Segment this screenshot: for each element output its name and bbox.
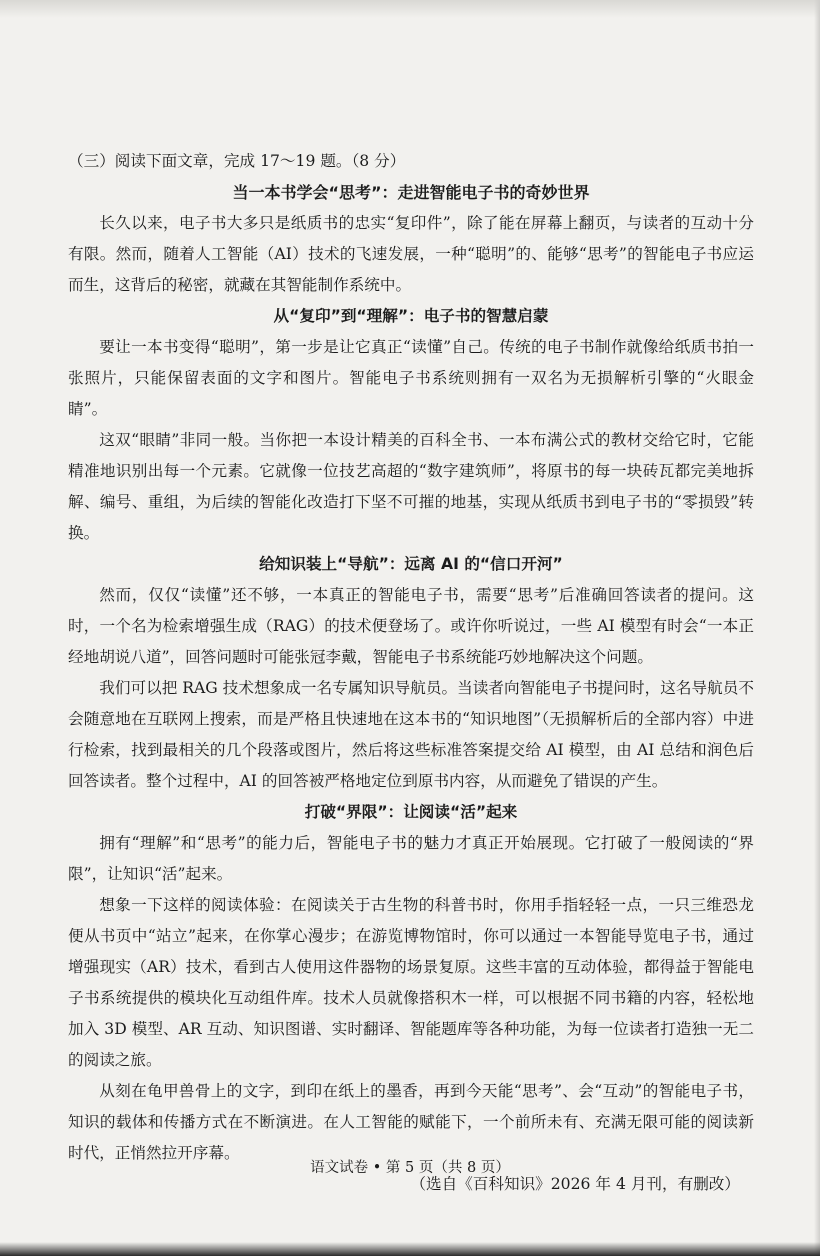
paragraph: 长久以来，电子书大多只是纸质书的忠实“复印件”，除了能在屏幕上翻页，与读者的互动十分有限。然而，随着人工智能（AI）技术的飞速发展，一种“聪明”的、能够“思考”的智能电子书应运而生，这背后的秘密，就藏在其智能制作系统中。	[68, 214, 754, 294]
paragraph: 拥有“理解”和“思考”的能力后，智能电子书的魅力才真正开始展现。它打破了一般阅读的“界限”，让知识“活”起来。	[68, 834, 754, 883]
article-body	[68, 146, 754, 1200]
question-intro: （三）阅读下面文章，完成 17～19 题。（8 分）	[68, 152, 406, 170]
scan-bottom-edge	[0, 1242, 820, 1256]
paragraph: 想象一下这样的阅读体验：在阅读关于古生物的科普书时，你用手指轻轻一点，一只三维恐龙便从书页中“站立”起来，在你掌心漫步；在游览博物馆时，你可以通过一本智能导览电子书，通过增强现实（AR）技术，看到古人使用这件器物的场景复原。这些丰富的互动体验，都得益于智能电子书系统提供的模块化互动组件库。技术人员就像搭积木一样，可以根据不同书籍的内容，轻松地加入 3D 模型、AR 互动、知识图谱、实时翻译、智能题库等各种功能，为每一位读者打造独一无二的阅读之旅。	[68, 896, 754, 1069]
scan-top-edge	[0, 0, 820, 18]
page-footer: 语文试卷 • 第 5 页（共 8 页）	[310, 1160, 510, 1176]
paragraph: 从刻在龟甲兽骨上的文字，到印在纸上的墨香，再到今天能“思考”、会“互动”的智能电子书，知识的载体和传播方式在不断演进。在人工智能的赋能下，一个前所未有、充满无限可能的阅读新时代，正悄然拉开序幕。	[68, 1082, 754, 1162]
section-understanding	[68, 301, 754, 549]
section-navigation	[68, 549, 754, 797]
scan-right-edge	[814, 0, 820, 1256]
section-heading: 打破“界限”：让阅读“活”起来	[304, 803, 518, 821]
paragraph: 我们可以把 RAG 技术想象成一名专属知识导航员。当读者向智能电子书提问时，这名导航员不会随意地在互联网上搜索，而是严格且快速地在这本书的“知识地图”（无损解析后的全部内容）中进行检索，找到最相关的几个段落或图片，然后将这些标准答案提交给 AI 模型，由 AI 总结和润色后回答读者。整个过程中，AI 的回答被严格地定位到原书内容，从而避免了错误的产生。	[68, 679, 754, 790]
section-heading: 从“复印”到“理解”：电子书的智慧启蒙	[273, 307, 549, 325]
paragraph: 然而，仅仅“读懂”还不够，一本真正的智能电子书，需要“思考”后准确回答读者的提问。这时，一个名为检索增强生成（RAG）的技术便登场了。或许你听说过，一些 AI 模型有时会“一本正经地胡说八道”，回答问题时可能张冠李戴，智能电子书系统能巧妙地解决这个问题。	[68, 586, 754, 666]
paragraph: 这双“眼睛”非同一般。当你把一本设计精美的百科全书、一本布满公式的教材交给它时，它能精准地识别出每一个元素。它就像一位技艺高超的“数字建筑师”，将原书的每一块砖瓦都完美地拆解、编号、重组，为后续的智能化改造打下坚不可摧的地基，实现从纸质书到电子书的“零损毁”转换。	[68, 431, 754, 542]
article-title: 当一本书学会“思考”：走进智能电子书的奇妙世界	[232, 183, 590, 202]
section-opening	[68, 208, 754, 301]
section-boundaries	[68, 797, 754, 1169]
paragraph: 要让一本书变得“聪明”，第一步是让它真正“读懂”自己。传统的电子书制作就像给纸质书拍一张照片，只能保留表面的文字和图片。智能电子书系统则拥有一双名为无损解析引擎的“火眼金睛”。	[68, 338, 754, 418]
source-citation: （选自《百科知识》2026 年 4 月刊，有删改）	[410, 1175, 740, 1193]
section-heading: 给知识装上“导航”：远离 AI 的“信口开河”	[259, 555, 563, 573]
